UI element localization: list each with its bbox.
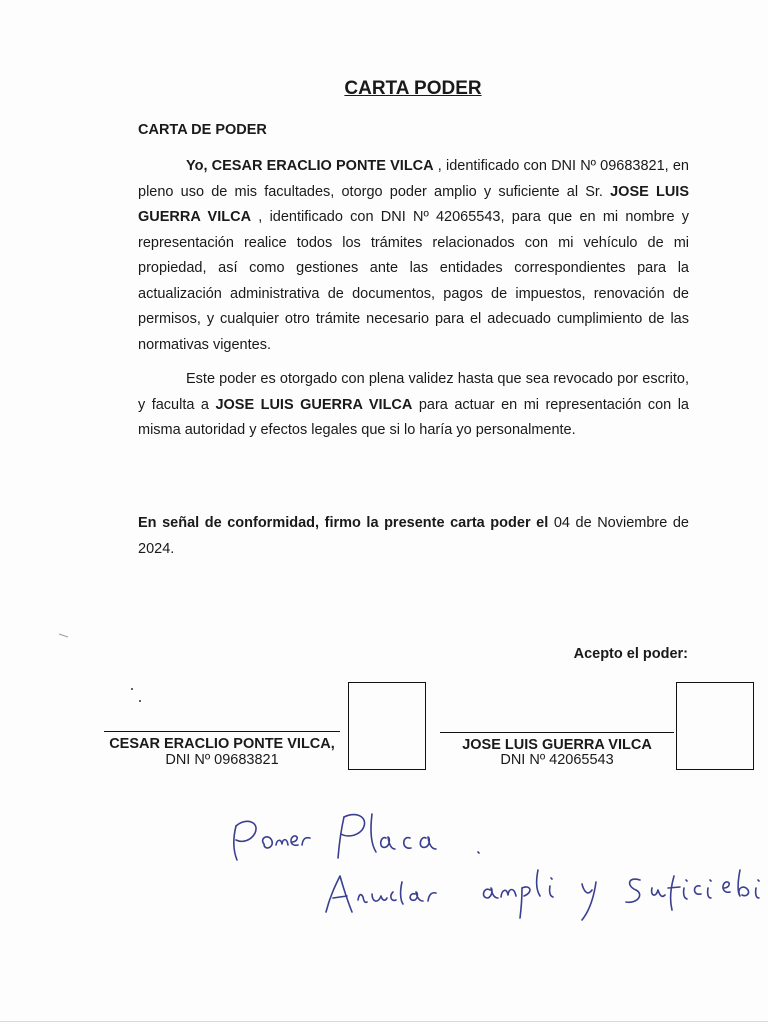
grantee-fingerprint-box	[676, 682, 754, 770]
grantor-fingerprint-box	[348, 682, 426, 770]
paragraph-validity-text-1: Este poder es otorgado con plena validez hasta que sea revocado por escrito, y faculta a	[138, 371, 689, 413]
paragraph-grant-text-2: , identificado con DNI Nº 42065543, para que en mi nombre y representación realice todos los trámites relacionados con mi vehículo de mi propiedad, así como gestiones ante las entidades correspondientes para la actualización administrativa de documentos, pagos de impuestos, renovación de permisos, y cualquier otro trámite necesario para el adecuado cumplimiento de las normativas vigentes.	[138, 209, 690, 353]
paragraph-conformity	[138, 511, 689, 562]
handwritten-note-line-2	[300, 840, 768, 930]
document-title: CARTA PODER	[344, 78, 482, 99]
document-subtitle: CARTA DE PODER	[138, 122, 267, 138]
grantor-signature-dni: DNI Nº 09683821	[165, 752, 279, 768]
grantee-name-inline-2: JOSE LUIS GUERRA VILCA	[215, 396, 413, 413]
ink-speck	[139, 700, 141, 702]
grantor-name-inline: CESAR ERACLIO PONTE VILCA	[211, 158, 434, 174]
grantee-name-inline: JOSE LUIS GUERRA VILCA	[138, 183, 689, 225]
signing-date: 04 de Noviembre de 2024.	[138, 515, 689, 557]
paper-mark	[58, 632, 70, 640]
paragraph-grant-text-1: , identificado con DNI Nº 09683821, en pleno uso de mis facultades, otorgo poder amplio y suficiente al Sr.	[138, 158, 689, 200]
yo-text: Yo,	[186, 158, 208, 174]
ink-speck	[131, 688, 133, 690]
conformity-text: En señal de conformidad, firmo la presente carta poder el	[138, 515, 549, 531]
paragraph-grant	[138, 154, 689, 358]
accept-label: Acepto el poder:	[573, 646, 688, 662]
grantor-signature-line	[104, 731, 340, 732]
paragraph-validity	[138, 367, 689, 444]
grantee-signature-dni: DNI Nº 42065543	[500, 752, 614, 768]
grantor-signature-name: CESAR ERACLIO PONTE VILCA,	[109, 736, 335, 752]
paragraph-validity-text-2: para actuar en mi representación con la misma autoridad y efectos legales que si lo haría yo personalmente.	[138, 396, 689, 438]
grantee-signature-name: JOSE LUIS GUERRA VILCA	[462, 737, 652, 753]
page-edge-line	[0, 1021, 768, 1022]
grantee-signature-line	[440, 732, 674, 733]
